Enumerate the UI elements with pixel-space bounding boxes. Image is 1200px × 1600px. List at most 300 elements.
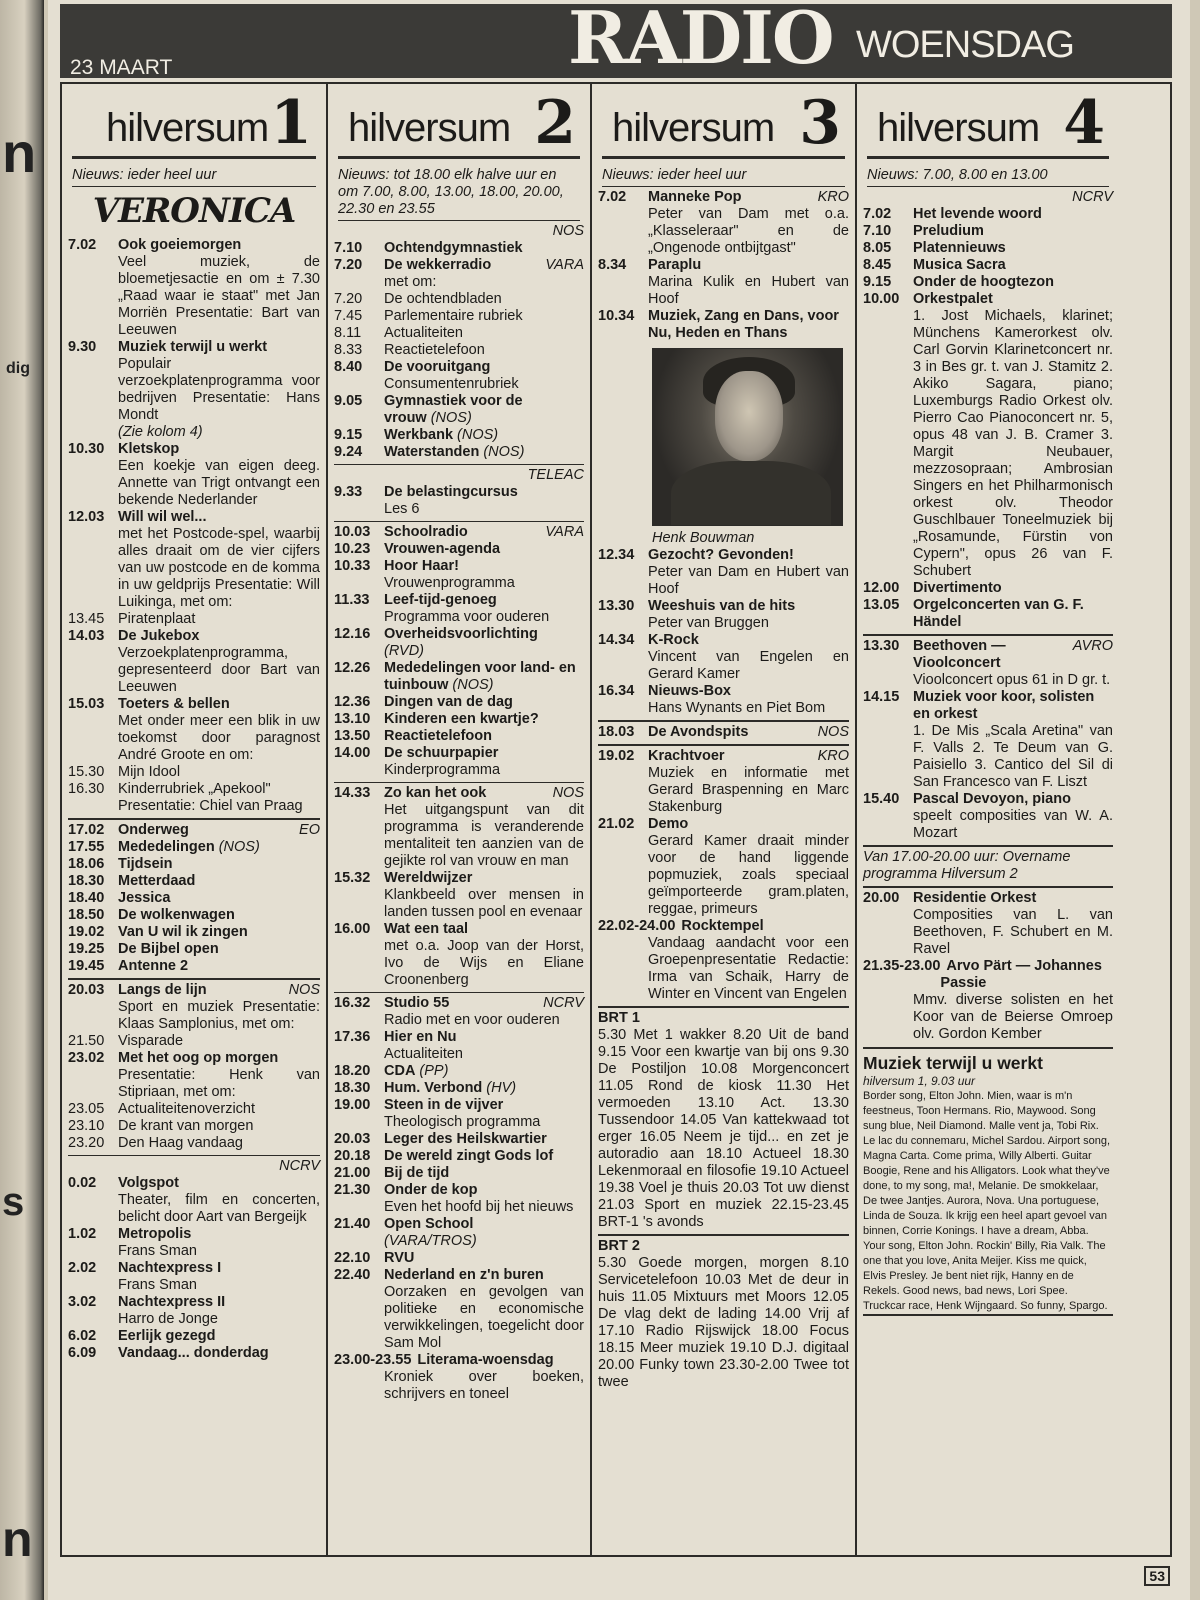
program-description: Presentatie: Henk van Stipriaan, met om: <box>118 1067 320 1100</box>
program-title: Van U wil ik zingen <box>118 924 248 940</box>
program-time: 12.03 <box>68 509 105 525</box>
program-time: 20.18 <box>334 1148 371 1164</box>
program-entry <box>68 873 320 890</box>
program-time: 8.05 <box>863 240 892 256</box>
program-body <box>648 308 849 342</box>
program-title: De wolkenwagen <box>118 907 235 923</box>
program-list <box>863 206 1113 631</box>
program-list <box>334 484 584 518</box>
column-hilversum-2 <box>326 84 590 1555</box>
program-time: 13.30 <box>863 638 900 654</box>
brt1-schedule: 5.30 Met 1 wakker 8.20 Uit de band 9.15 Voor een kwartje van bij ons 9.30 De Postiljon 10.08 Morgenconcert 11.05 Rond de kiosk 11.30 Het vermoeden 13.10 Act. 13.30 Tussendoor 14.05 Van kattekwaad tot erger 16.05 Neem je tijd... en zet je autoradio aan 18.10 Actueel 18.30 Lekenmoraal en filosofie 19.10 Actueel 19.38 Voel je thuis 20.03 Tot uw dienst 21.03 Sport en muziek 22.15-23.45 BRT-1 's avonds <box>598 1027 849 1230</box>
broadcaster-label: NOS <box>552 223 584 239</box>
program-time: 17.55 <box>68 839 105 855</box>
program-body <box>118 1226 320 1260</box>
program-title: Will wil wel... <box>118 509 207 525</box>
program-list <box>68 1175 320 1362</box>
program-time: 10.23 <box>334 541 371 557</box>
program-entry <box>334 393 584 427</box>
program-title: Mijn Idool <box>118 764 181 780</box>
program-entry <box>334 1250 584 1267</box>
program-entry <box>334 1029 584 1063</box>
program-entry <box>334 444 584 461</box>
overname-note: Van 17.00-20.00 uur: Overname programma Hilversum 2 <box>863 849 1071 882</box>
program-body <box>384 257 584 291</box>
divider <box>68 978 320 980</box>
divider <box>334 782 584 783</box>
program-time: 18.30 <box>68 873 105 889</box>
program-entry <box>334 427 584 444</box>
program-time: 20.03 <box>334 1131 371 1147</box>
program-description: Een koekje van eigen deeg. Annette van Trigt ontvangt een bekende Nederlander <box>118 458 320 508</box>
broadcaster-label: VARA <box>545 257 584 273</box>
program-description: Composities van L. van Beethoven, F. Schubert en M. Ravel <box>913 907 1113 957</box>
program-description: Marina Kulik en Hubert van Hoof <box>648 274 849 307</box>
broadcaster-label: VARA <box>545 524 584 540</box>
program-description: Vandaag aandacht voor een Groepenpresentatie Redactie: Irma van Schaik, Harry de Winter en Vincent van Engelen <box>648 935 849 1002</box>
program-time: 6.09 <box>68 1345 97 1361</box>
program-title: CDA <box>384 1063 416 1079</box>
program-title: De wekkerradio <box>384 257 492 273</box>
program-title: Nieuws-Box <box>648 683 731 699</box>
program-body <box>913 274 1113 291</box>
program-entry <box>68 781 320 815</box>
program-entry <box>334 1131 584 1148</box>
program-time: 14.33 <box>334 785 371 801</box>
program-entry <box>334 541 584 558</box>
portrait-photo <box>652 348 843 526</box>
program-title: Open School <box>384 1216 474 1232</box>
program-entry <box>334 1097 584 1131</box>
program-description: Theologisch programma <box>384 1114 541 1130</box>
program-time: 7.10 <box>863 223 892 239</box>
program-time: 16.30 <box>68 781 105 797</box>
program-list <box>598 748 849 1003</box>
program-body <box>648 683 849 717</box>
program-time: 17.02 <box>68 822 105 838</box>
program-time: 14.15 <box>863 689 900 705</box>
program-body <box>118 339 320 441</box>
broadcaster-label: NCRV <box>279 1158 320 1174</box>
program-body <box>384 660 584 694</box>
program-description: Peter van Bruggen <box>648 615 769 631</box>
program-entry <box>863 791 1113 842</box>
program-body <box>384 711 584 728</box>
program-body <box>384 541 584 558</box>
news-schedule: Nieuws: 7.00, 8.00 en 13.00 <box>867 167 1109 187</box>
program-body <box>913 580 1113 597</box>
program-time: 12.36 <box>334 694 371 710</box>
program-body <box>384 995 584 1029</box>
program-description: Vrouwenprogramma <box>384 575 515 591</box>
program-time: 15.32 <box>334 870 371 886</box>
program-title: Orgelconcerten van G. F. Händel <box>913 597 1084 630</box>
news-schedule: Nieuws: ieder heel uur <box>72 167 316 187</box>
adjacent-page-letter: s <box>2 1180 25 1224</box>
program-title: Toeters & bellen <box>118 696 230 712</box>
column-hilversum-4 <box>855 84 1119 1555</box>
program-body <box>384 484 584 518</box>
broadcaster-tag: (NOS) <box>452 677 494 693</box>
column-hilversum-1 <box>62 84 326 1555</box>
broadcaster-label: NOS <box>552 785 584 801</box>
program-time: 12.00 <box>863 580 900 596</box>
program-entry <box>334 711 584 728</box>
program-title: Kinderen een kwartje? <box>384 711 539 727</box>
broadcaster-label: NCRV <box>1072 189 1113 205</box>
program-entry <box>68 1101 320 1118</box>
program-entry <box>68 339 320 441</box>
program-body <box>648 724 849 741</box>
program-entry <box>68 839 320 856</box>
program-description: Harro de Jonge <box>118 1311 218 1327</box>
program-body <box>384 444 584 461</box>
program-description: Oorzaken en gevolgen van politieke en economische verwikkelingen, toegelicht door Sam Mol <box>384 1284 584 1351</box>
playlist-title: Muziek terwijl u werkt <box>863 1053 1043 1073</box>
program-title: Volgspot <box>118 1175 179 1191</box>
program-body <box>913 890 1113 958</box>
program-title: Orkestpalet <box>913 291 993 307</box>
program-entry <box>68 958 320 975</box>
program-time: 14.03 <box>68 628 105 644</box>
brt2-schedule: 5.30 Goede morgen, morgen 8.10 Servicetelefoon 10.03 Met de deur in huis 11.05 Mixtuurs met Moors 12.05 De vlag dekt de lading 14.00 Vrij af 17.10 Radio Rijswijck 18.00 Focus 18.15 Meer muziek 19.10 D.J. digitaal 20.00 Funky town 23.30-2.00 Twee tot twee <box>598 1255 849 1390</box>
program-body <box>384 626 584 660</box>
program-title: Dingen van de dag <box>384 694 513 710</box>
program-title: Antenne 2 <box>118 958 189 974</box>
column-hilversum-3 <box>590 84 855 1555</box>
program-title: Werkbank <box>384 427 454 443</box>
program-entry <box>68 941 320 958</box>
program-entry <box>598 308 849 342</box>
program-title: Eerlijk gezegd <box>118 1328 216 1344</box>
program-time: 8.33 <box>334 342 363 358</box>
program-entry <box>68 982 320 1033</box>
program-entry <box>598 816 849 918</box>
program-entry <box>334 1216 584 1250</box>
station-number: 1 <box>270 88 312 158</box>
program-title: Wat een taal <box>384 921 469 937</box>
broadcaster-tag: (PP) <box>419 1063 449 1079</box>
program-time: 13.05 <box>863 597 900 613</box>
program-time: 16.32 <box>334 995 371 1011</box>
program-entry <box>334 308 584 325</box>
program-description: met het Postcode-spel, waarbij alles draait om de vier cijfers van uw postcode en de komma in uw geldprijs Presentatie: Will Luikinga, met om: <box>118 526 320 610</box>
program-time: 10.00 <box>863 291 900 307</box>
program-body <box>118 1135 320 1152</box>
station-heading <box>602 84 845 159</box>
program-time: 8.11 <box>334 325 362 341</box>
program-time: 2.02 <box>68 1260 97 1276</box>
program-title: Jessica <box>118 890 171 906</box>
program-description: speelt composities van W. A. Mozart <box>913 808 1113 841</box>
photo-figure-body <box>671 461 831 526</box>
program-title: Vrouwen-agenda <box>384 541 501 557</box>
program-title: Reactietelefoon <box>384 728 492 744</box>
program-entry <box>863 223 1113 240</box>
program-description: Theater, film en concerten, belicht door Aart van Bergeijk <box>118 1192 320 1225</box>
program-description: Programma voor ouderen <box>384 609 550 625</box>
program-time: 0.02 <box>68 1175 97 1191</box>
program-description: Even het hoofd bij het nieuws <box>384 1199 574 1215</box>
program-body <box>384 558 584 592</box>
broadcaster-label: NOS <box>817 724 849 740</box>
program-time: 23.02 <box>68 1050 105 1066</box>
program-description: Frans Sman <box>118 1243 197 1259</box>
program-body <box>384 728 584 745</box>
program-body <box>384 524 584 541</box>
program-body <box>384 1080 584 1097</box>
program-body <box>118 1345 320 1362</box>
program-list <box>863 890 1113 1043</box>
program-description: 1. De Mis „Scala Aretina" van F. Valls 2. Te Deum van G. Paisiello 3. Cantico del Sil di San Francesco van F. Liszt <box>913 723 1113 790</box>
program-entry <box>68 924 320 941</box>
program-list <box>68 982 320 1152</box>
program-body <box>118 1101 320 1118</box>
program-body <box>118 839 320 856</box>
program-body <box>118 907 320 924</box>
program-entry <box>68 509 320 611</box>
program-title: K-Rock <box>648 632 699 648</box>
divider <box>68 1155 320 1156</box>
program-note: (Zie kolom 4) <box>118 424 203 440</box>
station-heading <box>72 84 316 159</box>
program-body <box>118 781 320 815</box>
program-body <box>118 1033 320 1050</box>
program-entry <box>68 1033 320 1050</box>
program-title: Kletskop <box>118 441 180 457</box>
program-time: 12.34 <box>598 547 635 563</box>
program-body <box>118 237 320 339</box>
station-number: 4 <box>1063 88 1105 158</box>
program-body <box>118 628 320 696</box>
program-body <box>118 958 320 975</box>
program-entry <box>68 1260 320 1294</box>
program-list <box>863 638 1113 842</box>
program-title: Muziek terwijl u werkt <box>118 339 268 355</box>
program-title: Hum. Verbond <box>384 1080 483 1096</box>
program-body <box>118 856 320 873</box>
program-body <box>118 1175 320 1226</box>
program-title: Nachtexpress II <box>118 1294 226 1310</box>
program-entry <box>334 325 584 342</box>
program-time: 10.30 <box>68 441 105 457</box>
program-entry <box>68 822 320 839</box>
header-date: 23 MAART <box>70 56 173 79</box>
program-body <box>384 240 584 257</box>
program-body <box>648 189 849 257</box>
brt1-title: BRT 1 <box>598 1010 640 1026</box>
program-body <box>384 1148 584 1165</box>
program-title: Steen in de vijver <box>384 1097 504 1113</box>
program-title: De Jukebox <box>118 628 200 644</box>
program-entry <box>598 632 849 683</box>
program-body <box>384 1097 584 1131</box>
program-entry <box>68 1345 320 1362</box>
program-body <box>384 393 584 427</box>
program-description: Peter van Dam met o.a. „Klasseleraar" en de „Ongenode ontbijtgast" <box>648 206 849 256</box>
program-title: De Bijbel open <box>118 941 219 957</box>
program-title: Zo kan het ook <box>384 785 487 801</box>
program-time: 21.35-23.00 <box>863 958 941 974</box>
program-entry <box>68 856 320 873</box>
program-body <box>913 597 1113 631</box>
program-entry <box>598 257 849 308</box>
program-entry <box>68 1175 320 1226</box>
program-body <box>648 632 849 683</box>
program-body <box>913 291 1113 580</box>
program-title: Mededelingen <box>118 839 215 855</box>
program-time: 9.24 <box>334 444 363 460</box>
program-time: 7.20 <box>334 257 363 273</box>
program-entry <box>598 547 849 598</box>
playlist-text: Border song, Elton John. Mien, waar is m'n feestneus, Toon Hermans. Rio, Maywood. Song sung blue, Neil Diamond. Malle vent ja, Tobi Rix. Le lac du connemaru, Michel Sardou. Airport song, Magna Carta. Come prima, Willy Alberti. Guitar Boogie, Rene and his Alligators. Look what they've done, to my song, ma!, Melanie. De smokkelaar, De twee Jantjes. Aurora, Nova. Una portuguese, Linda de Souza. Ik krijg een heel apart gevoel van binnen, Corrie Konings. I have a dream, Abba. Your song, Elton John. Rockin' Billy, Ria Valk. The one that you love, Anita Meijer. Kiss me quick, Elvis Presley. Je bent niet rijk, Hanny en de Rekels. Good news, bad news, Lori Spee. Truckcar race, Henk Wijngaard. So funny, Spargo. <box>863 1090 1111 1312</box>
magazine-page <box>48 0 1190 1600</box>
program-title: Actualiteitenoverzicht <box>118 1101 256 1117</box>
program-title: Nachtexpress I <box>118 1260 222 1276</box>
program-title: Mededelingen voor land- en tuinbouw <box>384 660 576 693</box>
program-time: 1.02 <box>68 1226 97 1242</box>
program-entry <box>334 592 584 626</box>
program-time: 13.50 <box>334 728 371 744</box>
program-body <box>384 325 584 342</box>
program-entry <box>68 1226 320 1260</box>
program-time: 20.00 <box>863 890 900 906</box>
program-entry <box>334 660 584 694</box>
station-name: hilversum <box>877 106 1040 150</box>
program-entry <box>334 694 584 711</box>
program-body <box>118 1050 320 1101</box>
station-name: hilversum <box>106 106 269 150</box>
program-title: Parlementaire rubriek <box>384 308 523 324</box>
program-body <box>913 689 1113 791</box>
program-time: 18.20 <box>334 1063 371 1079</box>
program-title: Divertimento <box>913 580 1002 596</box>
program-entry <box>334 484 584 518</box>
program-body <box>648 257 849 308</box>
program-list <box>334 995 584 1403</box>
program-title: Schoolradio <box>384 524 468 540</box>
program-body <box>913 206 1113 223</box>
divider <box>863 886 1113 888</box>
program-entry <box>598 683 849 717</box>
program-entry <box>334 995 584 1029</box>
program-title: Onder de kop <box>384 1182 478 1198</box>
program-list <box>598 547 849 717</box>
divider <box>68 818 320 820</box>
program-time: 21.30 <box>334 1182 371 1198</box>
program-time: 19.45 <box>68 958 105 974</box>
program-time: 19.25 <box>68 941 105 957</box>
program-time: 22.02-24.00 <box>598 918 676 934</box>
program-body <box>118 764 320 781</box>
broadcaster-label: NCRV <box>543 995 584 1011</box>
program-description: Klankbeeld over mensen in landen tussen pool en evenaar <box>384 887 584 920</box>
program-entry <box>334 870 584 921</box>
program-entry <box>598 748 849 816</box>
divider <box>598 1234 849 1236</box>
program-entry <box>68 237 320 339</box>
program-grid <box>60 82 1172 1557</box>
broadcaster-tag: (NOS) <box>218 839 260 855</box>
program-entry <box>334 921 584 989</box>
adjacent-page-letter: n <box>2 121 37 184</box>
broadcaster-tag: (HV) <box>486 1080 517 1096</box>
program-description: Muziek en informatie met Gerard Braspenning en Marc Stakenburg <box>648 765 849 815</box>
program-time: 7.02 <box>68 237 97 253</box>
program-entry <box>68 696 320 764</box>
station-name: hilversum <box>348 106 511 150</box>
program-entry <box>68 1135 320 1152</box>
program-time: 23.05 <box>68 1101 105 1117</box>
program-body <box>384 427 584 444</box>
station-number: 2 <box>534 88 576 158</box>
divider <box>334 992 584 993</box>
program-time: 8.45 <box>863 257 892 273</box>
program-body <box>384 308 584 325</box>
program-time: 13.45 <box>68 611 105 627</box>
program-body <box>118 509 320 611</box>
program-description: Les 6 <box>384 501 420 517</box>
program-time: 18.03 <box>598 724 635 740</box>
program-title: Gezocht? Gevonden! <box>648 547 794 563</box>
brt2-title: BRT 2 <box>598 1238 640 1254</box>
program-entry <box>863 597 1113 631</box>
header-title: RADIO <box>568 0 833 80</box>
program-time: 14.34 <box>598 632 635 648</box>
program-title: Langs de lijn <box>118 982 207 998</box>
program-body <box>384 1063 584 1080</box>
news-schedule: Nieuws: ieder heel uur <box>602 167 845 187</box>
program-time: 14.00 <box>334 745 371 761</box>
program-time: 15.03 <box>68 696 105 712</box>
broadcaster-tag: (NOS) <box>457 427 499 443</box>
program-body <box>118 873 320 890</box>
program-body <box>384 745 584 779</box>
program-title: Metropolis <box>118 1226 192 1242</box>
program-title: Met het oog op morgen <box>118 1050 279 1066</box>
program-entry <box>863 890 1113 958</box>
program-description: Kroniek over boeken, schrijvers en toneel <box>384 1369 584 1402</box>
program-description: Presentatie: Chiel van Praag <box>118 798 303 814</box>
program-description: Het uitgangspunt van dit programma is veranderende mentaliteit ten aanzien van de gejikte rol van vrouw en man <box>384 802 584 869</box>
program-body <box>913 240 1113 257</box>
program-body <box>118 982 320 1033</box>
program-description: Met onder meer een blik in uw toekomst door paragnost André Groote en om: <box>118 713 320 763</box>
program-entry <box>334 524 584 541</box>
program-body <box>384 1267 584 1352</box>
program-title: Onderweg <box>118 822 189 838</box>
program-time: 13.30 <box>598 598 635 614</box>
program-time: 12.26 <box>334 660 371 676</box>
program-time: 15.40 <box>863 791 900 807</box>
program-list <box>334 785 584 989</box>
divider <box>863 845 1113 847</box>
program-title: Muziek, Zang en Dans, voor Nu, Heden en Thans <box>648 308 839 341</box>
broadcaster-label: KRO <box>817 748 849 764</box>
program-entry <box>68 611 320 628</box>
program-list <box>598 724 849 741</box>
station-number: 3 <box>799 88 841 158</box>
program-body <box>648 748 849 816</box>
program-time: 13.10 <box>334 711 371 727</box>
program-body <box>384 1182 584 1216</box>
program-title: Wereldwijzer <box>384 870 473 886</box>
program-entry <box>68 1118 320 1135</box>
divider <box>334 521 584 522</box>
program-body <box>118 611 320 628</box>
program-title: Kinderrubriek „Apekool" <box>118 781 271 797</box>
playlist-subtitle: hilversum 1, 9.03 uur <box>863 1074 976 1088</box>
